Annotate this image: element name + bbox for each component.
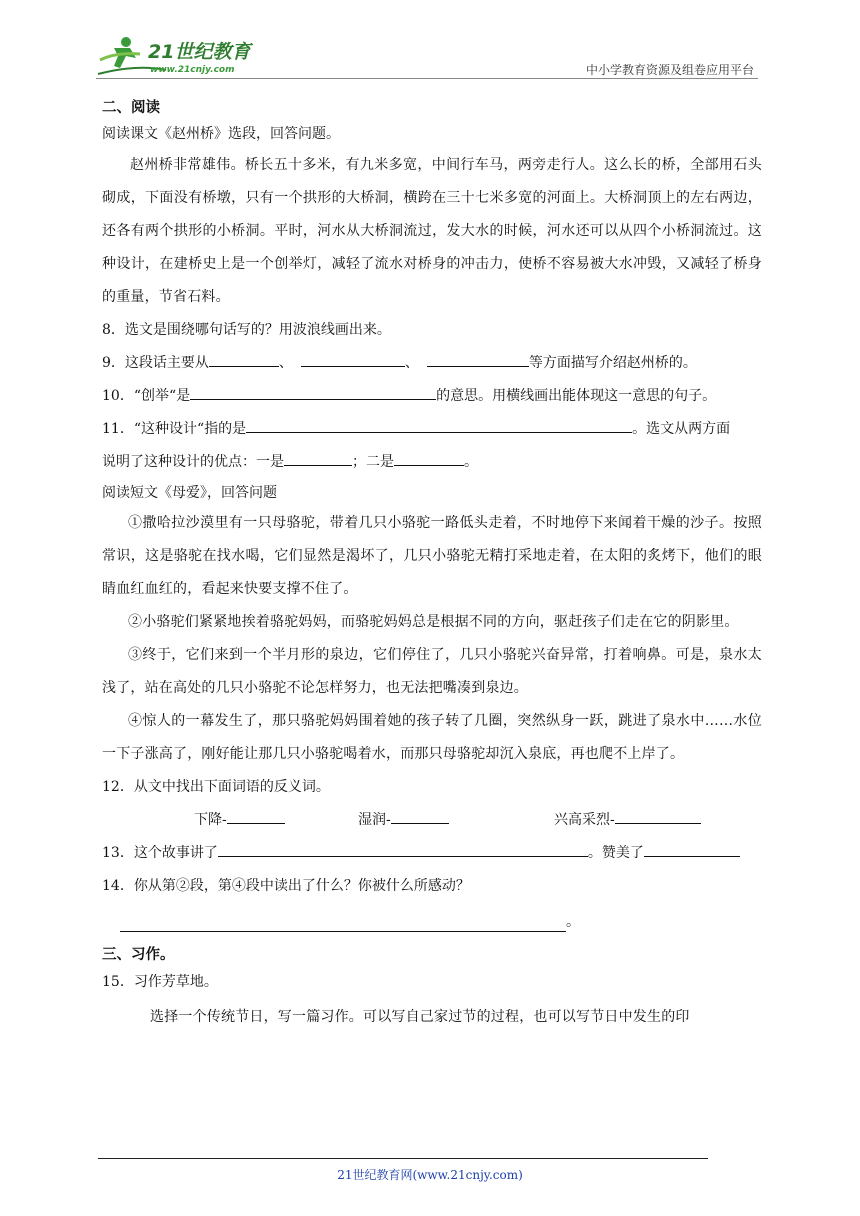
passage-motherlove-p1: ①撒哈拉沙漠里有一只母骆驼，带着几只小骆驼一路低头走着，不时地停下来闻着干燥的沙子。按照常识，这是骆驼在找水喝，它们显然是渴坏了，几只小骆驼无精打采地走着，在太阳的炙烤下，他们的眼睛血红血红的，看起来快要支撑不住了。: [102, 515, 762, 597]
logo-url: www.21cnjy.com: [150, 65, 235, 75]
question-10-text: 10．“创举“是: [102, 388, 191, 404]
question-9-text-end: 等方面描写介绍赵州桥的。: [528, 355, 697, 371]
answer-blank[interactable]: [227, 809, 285, 824]
answer-blank[interactable]: [394, 451, 464, 466]
answer-blank[interactable]: [644, 842, 740, 857]
question-13-text: 13．这个故事讲了: [102, 845, 218, 861]
section-title-reading: 二、阅读: [102, 100, 160, 116]
writing-prompt: 选择一个传统节日，写一篇习作。可以写自己家过节的过程，也可以写节日中发生的印: [150, 1009, 690, 1025]
footer-site[interactable]: 21世纪教育网(www.21cnjy.com): [337, 1168, 523, 1182]
header-divider: [96, 78, 758, 79]
question-10-text-end: 的意思。用横线画出能体现这一意思的句子。: [436, 388, 717, 404]
passage-zhaozhou-bridge: 赵州桥非常雄伟。桥长五十多米，有九米多宽，中间行车马，两旁走行人。这么长的桥，全部用石头砌成，下面没有桥墩，只有一个拱形的大桥洞，横跨在三十七米多宽的河面上。大桥洞顶上的左右两边，还各有两个拱形的小桥洞。平时，河水从大桥洞流过，发大水的时候，河水还可以从四个小桥洞流过。这种设计，在建桥史上是一个创举灯，减轻了流水对桥身的冲击力，使桥不容易被大水冲毁，又减轻了桥身的重量，节省石料。: [102, 157, 762, 305]
answer-blank[interactable]: [120, 917, 566, 932]
question-14-answer: [102, 903, 762, 943]
question-10: [102, 380, 762, 413]
answer-blank[interactable]: [190, 385, 436, 400]
answer-blank[interactable]: [209, 352, 279, 367]
reading-intro-2: 阅读短文《母爱》，回答问题: [102, 485, 277, 501]
question-11-text-end: 。: [464, 454, 478, 470]
header-platform-name: 中小学教育资源及组卷应用平台: [585, 63, 754, 77]
question-9: [102, 347, 762, 380]
antonym-item: [194, 804, 285, 837]
antonym-label: 湿润-: [358, 812, 391, 828]
antonym-item: [358, 804, 449, 837]
question-11-text: 11．“这种设计“指的是: [102, 421, 247, 437]
antonym-row: [102, 804, 762, 837]
antonym-label: 下降-: [194, 812, 227, 828]
logo-text: 21世纪教育: [148, 41, 251, 63]
question-11-text-mid: 。选文从两方面: [632, 421, 731, 437]
answer-blank[interactable]: [284, 451, 352, 466]
section-title-writing: 三、习作。: [102, 947, 175, 963]
answer-blank[interactable]: [615, 809, 701, 824]
answer-blank[interactable]: [391, 809, 449, 824]
passage-motherlove-p4: ④惊人的一幕发生了，那只骆驼妈妈围着她的孩子转了几圈，突然纵身一跃，跳进了泉水中……水位一下子涨高了，刚好能让那几只小骆驼喝着水，而那只母骆驼却沉入泉底，再也爬不上岸了。: [102, 713, 762, 762]
separator: 、: [404, 355, 419, 371]
question-13-text-mid: 。赞美了: [587, 845, 644, 861]
antonym-item: [554, 804, 701, 837]
question-13: [102, 837, 762, 870]
passage-motherlove-p3: ③终于，它们来到一个半月形的泉边，它们停住了，几只小骆驼兴奋异常，打着响鼻。可是，泉水太浅了，站在高处的几只小骆驼不论怎样努力，也无法把嘴凑到泉边。: [102, 647, 762, 696]
question-8: 8．选文是围绕哪句话写的？用波浪线画出来。: [102, 322, 391, 338]
question-14-end: 。: [566, 914, 580, 930]
question-12: 12．从文中找出下面词语的反义词。: [102, 779, 330, 795]
answer-blank[interactable]: [246, 418, 632, 433]
question-11-text-3: ；二是: [352, 454, 394, 470]
answer-blank[interactable]: [218, 842, 588, 857]
question-11-continued: [102, 446, 762, 479]
logo: [96, 34, 266, 78]
footer-divider: [98, 1158, 708, 1159]
question-11-text-2: 说明了这种设计的优点：一是: [102, 454, 284, 470]
question-11: [102, 413, 762, 446]
answer-blank[interactable]: [427, 352, 529, 367]
reading-intro-1: 阅读课文《赵州桥》选段，回答问题。: [102, 126, 340, 142]
question-9-text: 9．这段话主要从: [102, 355, 209, 371]
answer-blank[interactable]: [301, 352, 405, 367]
page-header: [96, 34, 758, 80]
separator: 、: [278, 355, 293, 371]
question-15: 15．习作芳草地。: [102, 974, 218, 990]
passage-motherlove-p2: ②小骆驼们紧紧地挨着骆驼妈妈，而骆驼妈妈总是根据不同的方向，驱赶孩子们走在它的阴影里。: [128, 614, 739, 630]
question-14: 14．你从第②段，第④段中读出了什么？你被什么所感动？: [102, 878, 470, 894]
antonym-label: 兴高采烈-: [554, 812, 615, 828]
worksheet-body: [102, 96, 762, 1034]
